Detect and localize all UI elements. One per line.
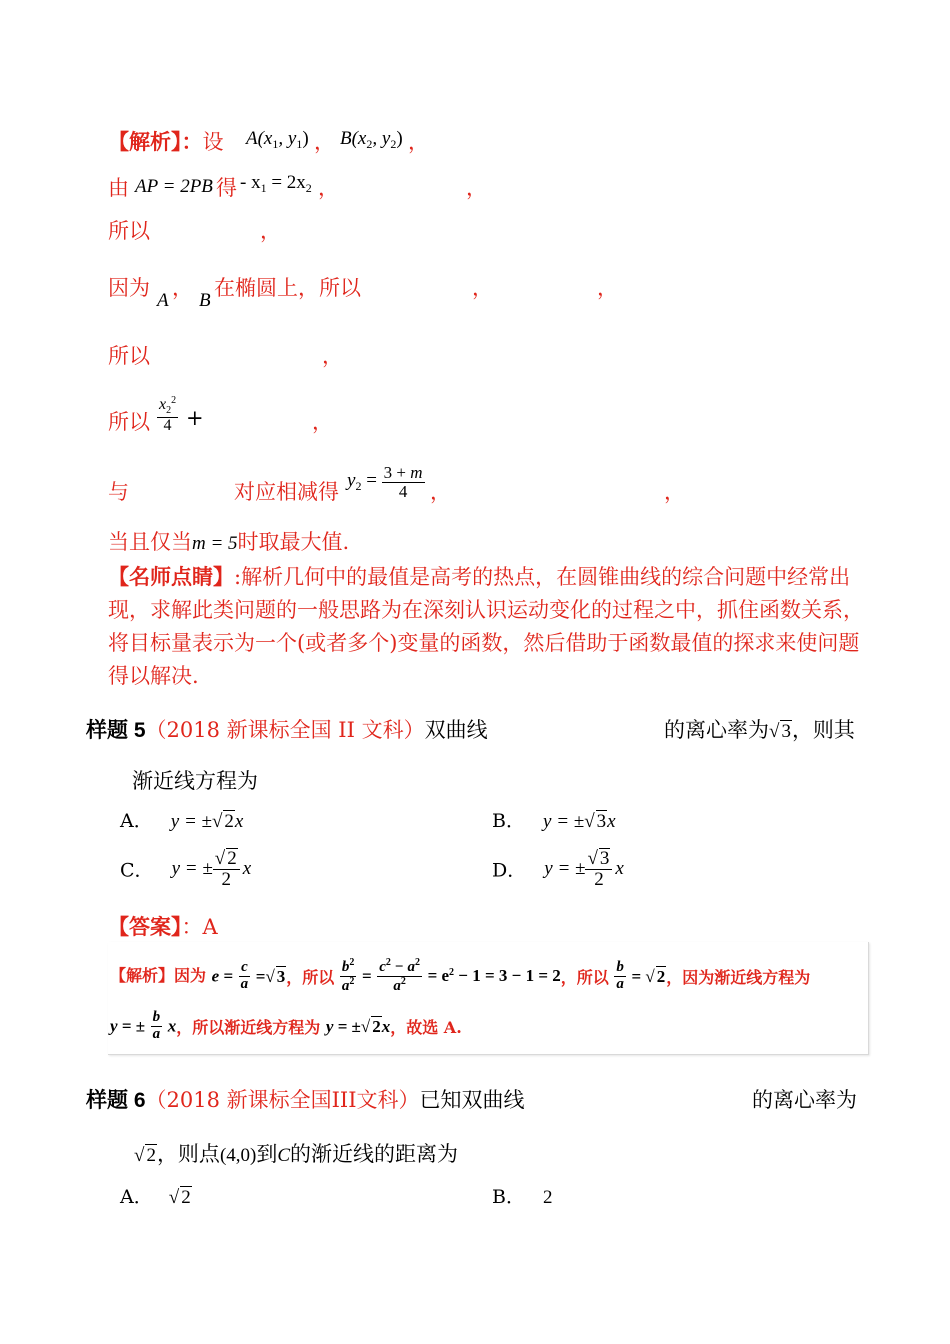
q5-label: 样题 5 [86,719,146,742]
from-word: 由 [108,176,129,200]
expr: − 1 = 3 − 1 = 2 [454,966,561,986]
teacher-tip [108,560,868,693]
fraction [382,464,425,501]
plus-sign: + [186,406,204,430]
numerator: b [616,959,624,975]
text: ，所以 [560,967,609,987]
expr: y = ± [170,811,212,832]
numerator: 3 + m [383,463,423,482]
sqrt-value: 2 [656,966,666,986]
max-condition-line [108,526,349,556]
solution-label: 【解析】 [110,965,175,985]
text: ，则其 [791,718,855,742]
text: 因为 [174,965,207,985]
m-value: m = 5 [192,533,238,554]
q6-text-line2: √ 2，则点(4,0)到C的渐近线的距离为 [134,1142,459,1166]
sqrt-value: 2 [146,1145,156,1166]
q5-option-a[interactable]: A． y = ±√ 2x [120,810,244,832]
q5-solution-line-1: 【解析】因为 e = $\frac{c}{a}$ =√ 3，所以 $\frac{b^2}{a^2}$ = $\frac{c^2 - a^2}{a^2}$ = $e^2 - 1 = 3 - 1 = 2$，所以 $\frac{b}{a}$ = √ 2，因为渐近线方程为 [110,957,811,994]
point-a-part: ) [302,128,309,149]
and-word: 与 [108,480,129,504]
q5-text: 双曲线 [424,718,488,742]
text: 的离心率为 [664,718,769,742]
expr: = e [427,966,450,986]
fraction: $\frac{b}{a}$ [152,1009,161,1042]
point-expr: (4,0) [219,1145,257,1166]
answer-value: ：A [181,915,218,939]
point-a-part: , y [278,128,297,149]
q6-header [86,1084,525,1114]
sqrt-value: 3 [599,848,610,869]
comma: ， [260,219,281,243]
text: 当且仅当 [108,530,192,554]
q6-label: 样题 6 [86,1089,146,1112]
sqrt-value: 3 [596,811,607,832]
sqrt-value: 2 [227,848,237,869]
text: ，则点 [156,1142,220,1166]
x-relation-expr: - $x_1 = 2x_2$ [240,172,312,195]
comma: ， [430,480,451,504]
point-a-expr: $A(x_1$, $y_1$) [246,128,309,151]
because-word: 因为 [108,276,150,300]
text: 到 [256,1142,278,1166]
fraction: $\frac{√ 2}{2}$ [213,848,240,890]
curve-name: C [277,1145,291,1166]
q6-option-a[interactable]: A． √ 2 [120,1186,191,1208]
expr: y = ± [110,1016,146,1036]
answer-label: 【答案】 [108,914,182,939]
comma: ， [597,276,618,300]
point-b-part: ) [396,128,403,149]
q5-source: （2018 新课标全国 II 文科） [145,718,425,742]
x2-squared-over-4 [157,396,178,434]
numerator: $x_2^2$ [159,395,177,416]
point-a-part: A(x [246,128,273,149]
text: 时取最大值. [237,530,350,554]
denominator: a [240,975,249,992]
q5-option-d[interactable] [492,848,624,890]
q5-text-right: 的离心率为√ 3，则其 [664,718,855,742]
text: 的渐近线的距离为 [290,1142,459,1166]
expr: y = ± [171,857,213,879]
denominator: 2 [594,868,604,890]
denominator: a [341,977,350,994]
on-ellipse-text: 在椭圆上，所以 [214,276,361,300]
fraction [157,396,178,434]
set-word: 设 [202,130,224,154]
option-letter: A． [120,1186,153,1208]
comma: ， [408,130,429,154]
option-letter: A． [120,810,153,832]
comma: ， [466,176,487,200]
numerator: c [239,960,251,977]
option-letter: B． [492,810,525,832]
option-value: 2 [543,1187,553,1208]
numerator: − a [390,959,415,975]
comma: ， [472,276,493,300]
comma: ， [172,276,193,300]
so-word: 所以 [108,219,150,243]
denominator: 2 [221,868,231,890]
expr: x [381,1016,391,1036]
sqrt-value: 2 [224,811,234,832]
q6-text-right: 的离心率为 [752,1088,857,1112]
expr: x [242,857,252,879]
option-letter: C． [120,859,154,882]
q5-answer [108,911,218,941]
expr: y = ± [544,857,586,879]
q6-option-b[interactable] [492,1182,553,1209]
numerator: b [341,959,350,975]
get-word: 得 [216,176,237,200]
point-b-label: B [199,290,211,311]
fraction: $\frac{c^2 - a^2}{a^2}$ [379,957,420,994]
sqrt-value: 2 [372,1016,381,1036]
comma: ， [318,176,339,200]
point-b-expr: $B(x_2$, $y_2$) [340,128,403,151]
expr-part: - x [240,172,261,193]
expr: = [255,966,266,986]
comma: ， [312,410,333,434]
expr: y = ± [543,811,585,832]
expr: y = ± [325,1016,361,1036]
option-letter: B． [492,1186,525,1208]
denominator: 4 [163,416,172,434]
point-b-part: B(x [340,128,367,149]
ap-expr: AP = 2PB [135,176,213,197]
subtract-text: 对应相减得 [234,480,339,504]
comma: ， [314,130,335,154]
numerator: c [379,959,386,975]
q5-solution-line-2: y = ± $\frac{b}{a}$ x，所以渐近线方程为 y = ±√ 2x，故选 A. [110,1009,462,1042]
expr: x [607,811,616,832]
text: ，所以渐近线方程为 [176,1017,321,1037]
analysis-label: 【解析】： [108,129,203,154]
expr: x [234,811,244,832]
denominator: 4 [398,481,408,501]
expr: e = [211,966,234,986]
y2-expression: $y_2$ = $\frac{3 + m}{4}$ [347,463,423,501]
comma: ， [322,344,343,368]
fraction: $\frac{√ 3}{2}$ [585,848,612,890]
analysis-line-1 [108,126,224,156]
comma: ， [664,480,685,504]
text: ，故选 A. [390,1017,462,1037]
q6-source: （2018 新课标全国III文科） [145,1088,420,1112]
text: ，所以 [286,967,335,987]
so-word: 所以 [108,410,150,434]
fraction [239,960,251,993]
tip-text: :解析几何中的最值是高考的热点，在圆锥曲线的综合问题中经常出现，求解此类问题的一般思路为在深刻认识运动变化的过程之中，抓住函数关系，将目标量表示为一个(或者多个)变量的函数，然后借助于函数最值的探求来使问题得以解决. [108,565,864,688]
so-word: 所以 [108,344,150,368]
q6-text: 已知双曲线 [419,1088,525,1112]
fraction: $\frac{b^2}{a^2}$ [341,957,355,994]
text: ，因为渐近线方程为 [666,967,811,987]
point-a-label: A [157,290,169,311]
point-b-part: , y [372,128,391,149]
sqrt-value: 3 [781,721,791,742]
expr: x [167,1016,177,1036]
sqrt-value: 3 [276,966,286,986]
fraction: $\frac{b}{a}$ [616,959,624,992]
sqrt-value: 2 [181,1187,191,1208]
q5-text-line2: 渐近线方程为 [132,769,258,793]
expr: x [615,857,624,879]
q5-option-c[interactable] [120,848,251,890]
option-letter: D． [492,859,527,882]
expr-part: = 2x [266,172,306,193]
q5-option-b[interactable]: B． y = ±√ 3x [492,810,616,832]
tip-label: 【名师点睛】 [108,564,234,589]
q5-header [86,714,488,744]
